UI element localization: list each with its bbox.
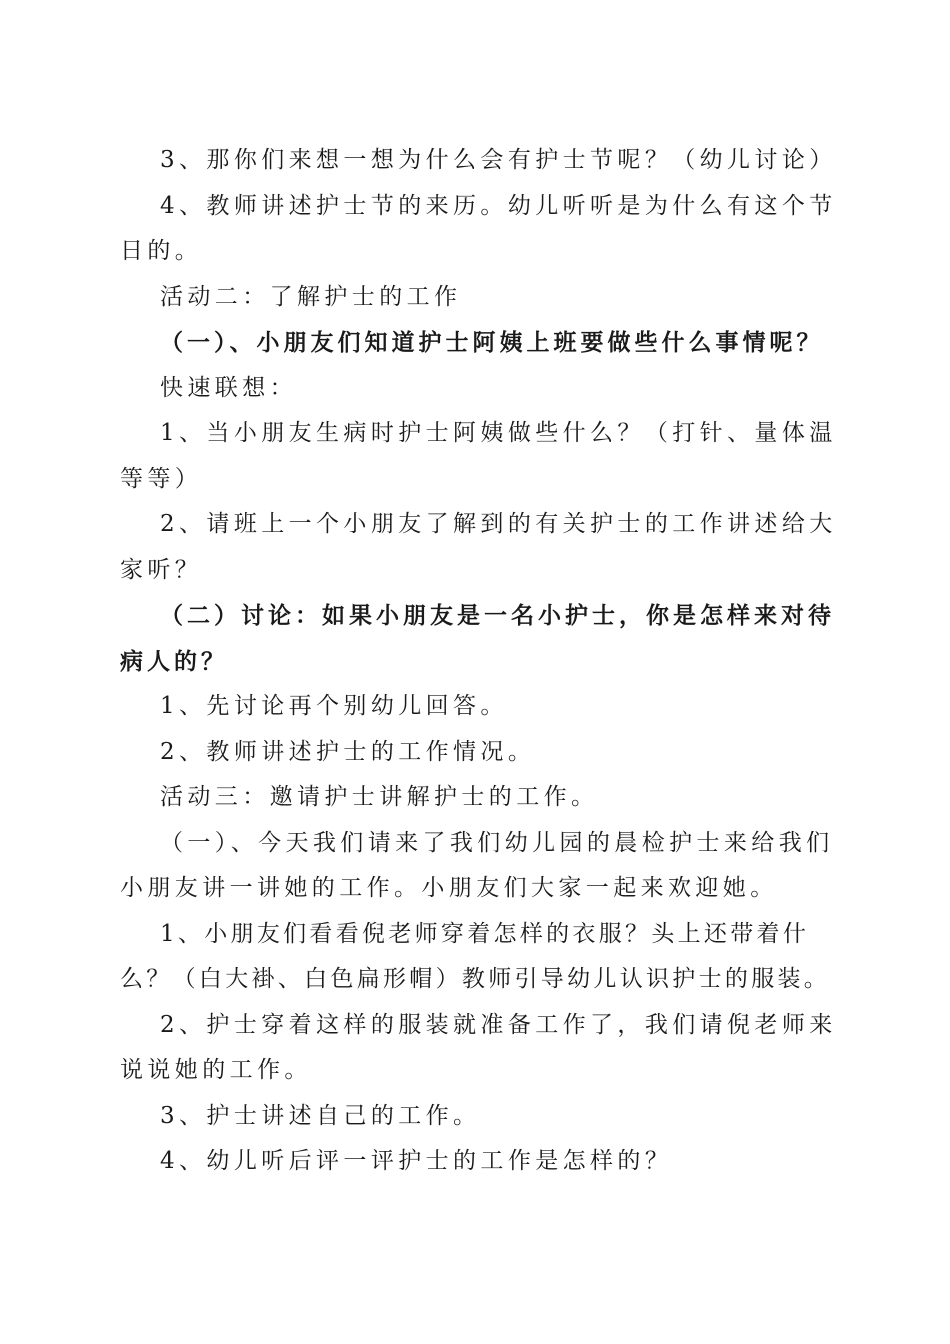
paragraph-activity-three-step-2: 2、护士穿着这样的服装就准备工作了，我们请倪老师来说说她的工作。 (120, 1011, 837, 1083)
paragraph-discussion-step-1: 1、先讨论再个别幼儿回答。 (160, 693, 508, 719)
paragraph-activity-three-step-3: 3、护士讲述自己的工作。 (160, 1102, 481, 1129)
paragraph-activity-one-step-3: 3、那你们来想一想为什么会有护士节呢？（幼儿讨论） (160, 147, 837, 173)
document-body (120, 138, 838, 1185)
paragraph-activity-three-step-4: 4、幼儿听后评一评护士的工作是怎样的？ (160, 1148, 673, 1174)
paragraph-quick-association: 快速联想： (160, 374, 297, 401)
subheading-activity-two-part-1: （一）、小朋友们知道护士阿姨上班要做些什么事情呢？ (160, 329, 824, 356)
paragraph-discussion-step-2: 2、教师讲述护士的工作情况。 (160, 738, 536, 765)
paragraph-activity-three-step-1: 1、小朋友们看看倪老师穿着怎样的衣服？头上还带着什么？（白大褂、白色扁形帽）教师引导幼儿认识护士的服装。 (120, 920, 831, 992)
paragraph-activity-one-step-4: 4、教师讲述护士节的来历。幼儿听听是为什么有这个节日的。 (120, 192, 837, 264)
paragraph-activity-two-step-1: 1、当小朋友生病时护士阿姨做些什么？（打针、量体温等等） (120, 420, 837, 492)
subheading-activity-three-part-1: （一）、今天我们请来了我们幼儿园的晨检护士来给我们小朋友讲一讲她的工作。小朋友们大家一起来欢迎她。 (120, 829, 834, 901)
paragraph-activity-two-step-2: 2、请班上一个小朋友了解到的有关护士的工作讲述给大家听？ (120, 511, 837, 583)
heading-activity-three: 活动三：邀请护士讲解护士的工作。 (160, 784, 599, 810)
subheading-activity-two-part-2: （二）讨论：如果小朋友是一名小护士，你是怎样来对待病人的？ (120, 602, 835, 675)
heading-activity-two: 活动二：了解护士的工作 (160, 283, 462, 310)
